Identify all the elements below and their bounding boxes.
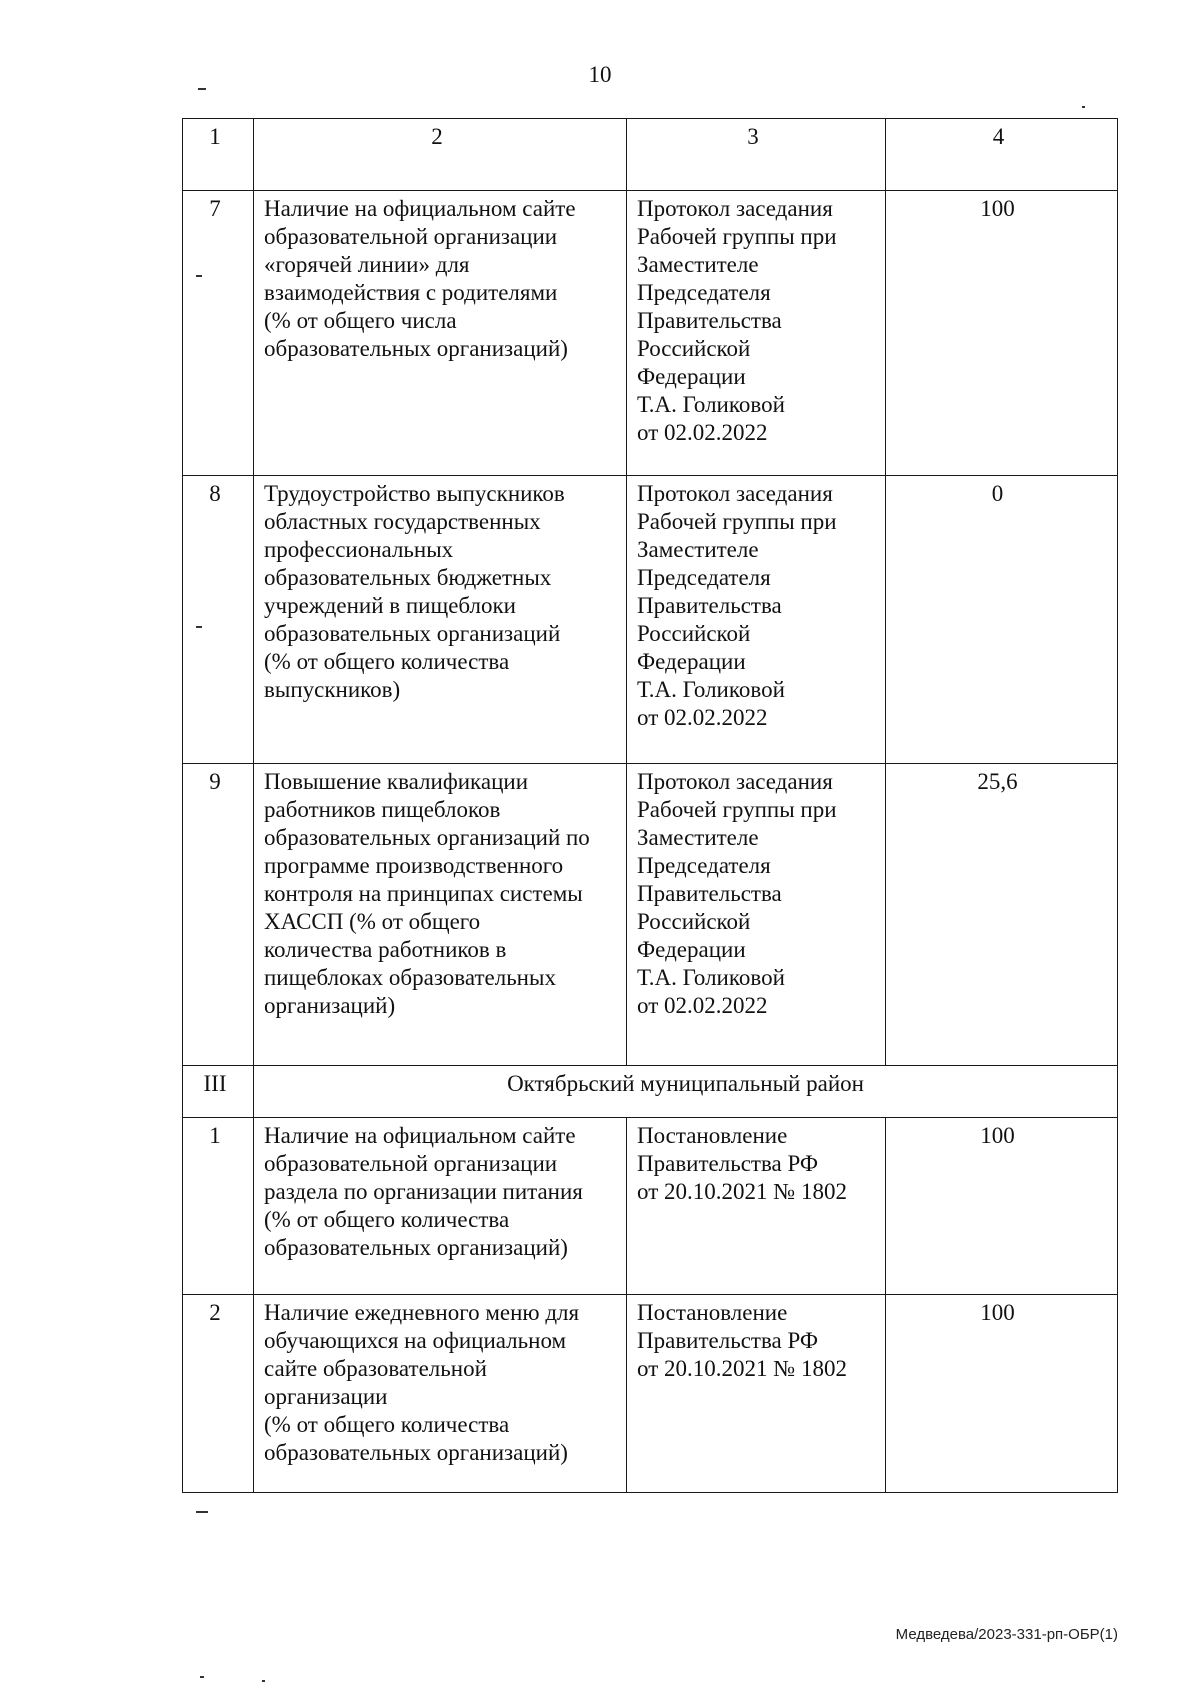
value-cell: 100 [886, 1118, 1118, 1295]
scan-speck [1082, 106, 1085, 108]
basis-cell: Постановление Правительства РФ от 20.10.2021 № 1802 [627, 1118, 886, 1295]
value-cell: 100 [886, 191, 1118, 476]
table-row [183, 1118, 1118, 1295]
scan-speck [200, 1676, 204, 1678]
header-col-4: 4 [886, 119, 1118, 191]
basis-cell: Протокол заседания Рабочей группы при Заместителе Председателя Правительства Российской Федерации Т.А. Голиковой от 02.02.2022 [627, 476, 886, 764]
table-row [183, 191, 1118, 476]
table-row [183, 1295, 1118, 1493]
indicator-cell: Повышение квалификации работников пищеблоков образовательных организаций по программе производственного контроля на принципах системы ХАССП (% от общего количества работников в пищеблоках образовательных организаций) [254, 764, 627, 1066]
row-number: 2 [183, 1295, 254, 1493]
header-col-1: 1 [183, 119, 254, 191]
indicators-table [182, 118, 1118, 1493]
scan-speck [196, 626, 202, 628]
table-row [183, 476, 1118, 764]
section-title: Октябрьский муниципальный район [254, 1066, 1118, 1118]
document-reference: Медведева/2023-331-рп-ОБР(1) [895, 1626, 1118, 1643]
basis-cell: Протокол заседания Рабочей группы при Заместителе Председателя Правительства Российской Федерации Т.А. Голиковой от 02.02.2022 [627, 764, 886, 1066]
value-cell: 25,6 [886, 764, 1118, 1066]
header-col-3: 3 [627, 119, 886, 191]
indicator-cell: Наличие на официальном сайте образовательной организации «горячей линии» для взаимодействия с родителями (% от общего числа образовательных организаций) [254, 191, 627, 476]
basis-cell: Постановление Правительства РФ от 20.10.2021 № 1802 [627, 1295, 886, 1493]
row-number: 1 [183, 1118, 254, 1295]
scan-speck [196, 1511, 208, 1513]
basis-cell: Протокол заседания Рабочей группы при Заместителе Председателя Правительства Российской Федерации Т.А. Голиковой от 02.02.2022 [627, 191, 886, 476]
row-number: 9 [183, 764, 254, 1066]
page-number: 10 [588, 62, 612, 87]
header-col-2: 2 [254, 119, 627, 191]
table-row [183, 764, 1118, 1066]
table-header-row [183, 119, 1118, 191]
section-number: III [183, 1066, 254, 1118]
scan-speck [262, 1680, 265, 1682]
section-row [183, 1066, 1118, 1118]
row-number: 8 [183, 476, 254, 764]
scan-speck [198, 88, 206, 90]
indicator-cell: Наличие на официальном сайте образовательной организации раздела по организации питания (% от общего количества образовательных организаций) [254, 1118, 627, 1295]
value-cell: 100 [886, 1295, 1118, 1493]
indicator-cell: Наличие ежедневного меню для обучающихся на официальном сайте образовательной организации (% от общего количества образовательных организаций) [254, 1295, 627, 1493]
row-number: 7 [183, 191, 254, 476]
value-cell: 0 [886, 476, 1118, 764]
scan-speck [196, 275, 202, 277]
indicator-cell: Трудоустройство выпускников областных государственных профессиональных образовательных бюджетных учреждений в пищеблоки образовательных организаций (% от общего количества выпускников) [254, 476, 627, 764]
